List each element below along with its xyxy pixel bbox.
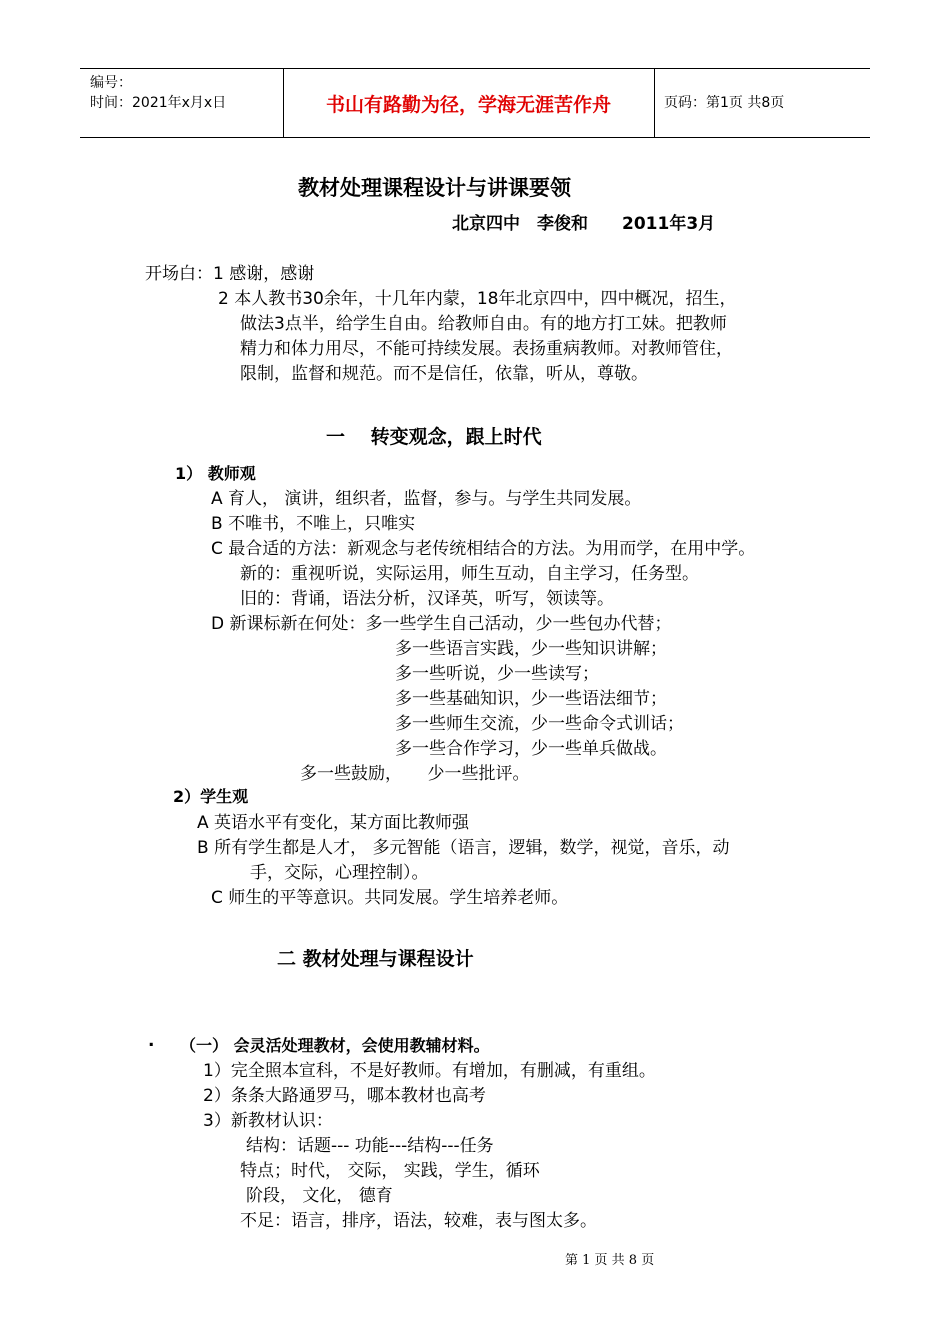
list-item: 多一些语言实践，少一些知识讲解； (395, 639, 667, 659)
list-item: C 最合适的方法：新观念与老传统相结合的方法。为用而学，在用中学。 (211, 539, 756, 559)
date-line: 时间：2021年x月x日 (90, 95, 227, 111)
list-item: 特点；时代， 交际， 实践，学生，循环 (240, 1161, 540, 1181)
header-meta (90, 73, 226, 113)
opening-line: 精力和体力用尽，不能可持续发展。表扬重病教师。对教师管住， (240, 339, 733, 359)
list-item: 多一些合作学习，少一些单兵做战。 (395, 739, 667, 759)
subsection-title: 2）学生观 (173, 787, 249, 806)
list-item: 多一些基础知识，少一些语法细节； (395, 689, 667, 709)
subsection-title: 1） 教师观 (175, 464, 256, 483)
section-heading: 一 转变观念，跟上时代 (326, 426, 542, 448)
page-label: 页码：第1页 共8页 (664, 95, 785, 111)
list-item: 手，交际，心理控制）。 (250, 863, 429, 883)
opening-line: 做法3点半，给学生自由。给教师自由。有的地方打工妹。把教师 (240, 314, 727, 334)
list-item: 1）完全照本宣科，不是好教师。有增加，有删减，有重组。 (203, 1061, 656, 1081)
bullet-dot: . (148, 1031, 155, 1051)
byline: 北京四中 李俊和 2011年3月 (452, 214, 716, 234)
list-item: 新的：重视听说，实际运用，师生互动，自主学习，任务型。 (240, 564, 699, 584)
header-divider (654, 69, 655, 137)
list-item: 不足：语言，排序，语法，较难，表与图太多。 (240, 1211, 597, 1231)
opening-line: 开场白：1 感谢，感谢 (145, 264, 315, 284)
list-item: C 师生的平等意识。共同发展。学生培养老师。 (211, 888, 569, 908)
header-table (80, 68, 870, 138)
subsection-title: （一） 会灵活处理教材，会使用教辅材料。 (180, 1036, 490, 1055)
list-item: 3）新教材认识： (203, 1111, 333, 1131)
list-item: 多一些师生交流，少一些命令式训话； (395, 714, 684, 734)
list-item: B 不唯书，不唯上，只唯实 (211, 514, 416, 534)
list-item: A 育人， 演讲，组织者，监督，参与。与学生共同发展。 (211, 489, 642, 509)
section-heading: 二 教材处理与课程设计 (277, 948, 474, 970)
list-item: 旧的：背诵，语法分析，汉译英，听写，领读等。 (240, 589, 614, 609)
list-item: B 所有学生都是人才， 多元智能（语言，逻辑，数学，视觉，音乐，动 (197, 838, 730, 858)
list-item: D 新课标新在何处：多一些学生自己活动，少一些包办代替； (211, 614, 672, 634)
list-item: 多一些鼓励， 少一些批评。 (300, 764, 530, 784)
list-item: 结构：话题--- 功能---结构---任务 (246, 1136, 494, 1156)
page-footer: 第 1 页 共 8 页 (565, 1253, 655, 1268)
list-item: 2）条条大路通罗马，哪本教材也高考 (203, 1086, 486, 1106)
opening-line: 限制，监督和规范。而不是信任，依靠，听从，尊敬。 (240, 364, 648, 384)
list-item: 阶段， 文化， 德育 (246, 1186, 393, 1206)
document-title: 教材处理课程设计与讲课要领 (298, 175, 571, 200)
list-item: A 英语水平有变化，某方面比教师强 (197, 813, 470, 833)
opening-line: 2 本人教书30余年，十几年内蒙，18年北京四中，四中概况，招生， (218, 289, 737, 309)
motto: 书山有路勤为径，学海无涯苦作舟 (325, 93, 611, 116)
serial-label: 编号： (90, 75, 132, 91)
list-item: 多一些听说，少一些读写； (395, 664, 599, 684)
